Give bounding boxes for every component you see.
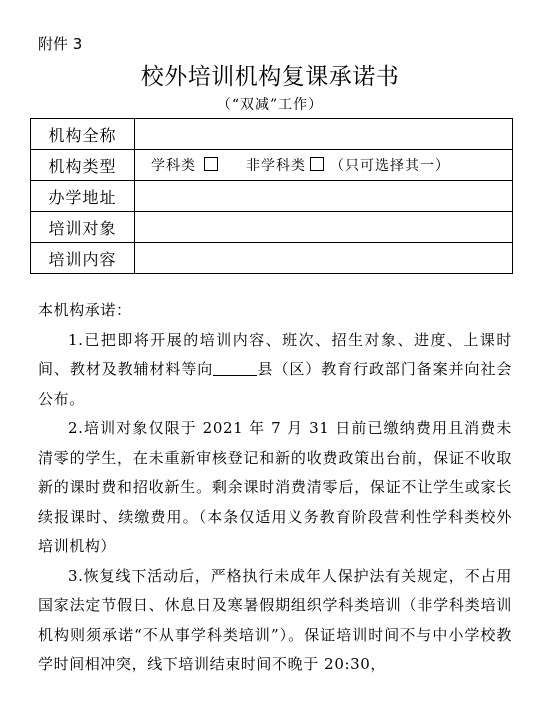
document-subtitle: （“双减”工作） xyxy=(216,97,324,113)
full-name-field[interactable] xyxy=(135,119,513,150)
item-1-text-before: 1.已把即将开展的培训内容、班次、招生对象、进度、上课时间、教材及教辅材料等向 xyxy=(38,330,512,378)
commitment-item-1 xyxy=(38,326,512,415)
commitment-item-3: 3.恢复线下活动后，严格执行未成年人保护法有关规定，不占用国家法定节假日、休息日及寒暑假期组织学科类培训（非学科类培训机构则须承诺“不从事学科类培训”）。保证培训时间不与中小学校教学时间相冲突，线下培训结束时间不晚于 20:30， xyxy=(38,566,512,673)
option-subject-label: 学科类 xyxy=(151,158,196,174)
row-label-type: 机构类型 xyxy=(31,150,135,181)
table-row xyxy=(31,150,513,181)
institution-info-table xyxy=(30,118,513,274)
table-row xyxy=(31,119,513,150)
choose-one-note: （只可选择其一） xyxy=(330,158,450,174)
table-row xyxy=(31,212,513,243)
row-label-content: 培训内容 xyxy=(31,243,135,274)
row-label-address: 办学地址 xyxy=(31,181,135,212)
non-subject-checkbox[interactable] xyxy=(310,157,324,171)
commitment-body xyxy=(38,296,512,680)
row-label-target: 培训对象 xyxy=(31,212,135,243)
content-field[interactable] xyxy=(135,243,513,274)
document-title: 校外培训机构复课承诺书 xyxy=(140,64,400,90)
address-field[interactable] xyxy=(135,181,513,212)
item-1-text-after: 县（区）教育行政部门备案并向社会公布。 xyxy=(38,360,512,408)
institution-type-options xyxy=(135,150,513,181)
target-field[interactable] xyxy=(135,212,513,243)
row-label-full-name: 机构全称 xyxy=(31,119,135,150)
county-blank[interactable] xyxy=(213,360,257,376)
table-row xyxy=(31,243,513,274)
option-non-subject-label: 非学科类 xyxy=(246,158,306,174)
table-row xyxy=(31,181,513,212)
commitment-intro: 本机构承诺： xyxy=(38,301,132,319)
commitment-item-2: 2.培训对象仅限于 2021 年 7 月 31 日前已缴纳费用且消费未清零的学生，在未重新审核登记和新的收费政策出台前，保证不收取新的课时费和招收新生。剩余课时消费清零后，保证不让学生或家长续报课时、续缴费用。（本条仅适用义务教育阶段营利性学科类校外培训机构） xyxy=(38,419,512,555)
attachment-label: 附件 3 xyxy=(38,35,83,53)
subject-checkbox[interactable] xyxy=(204,157,218,171)
